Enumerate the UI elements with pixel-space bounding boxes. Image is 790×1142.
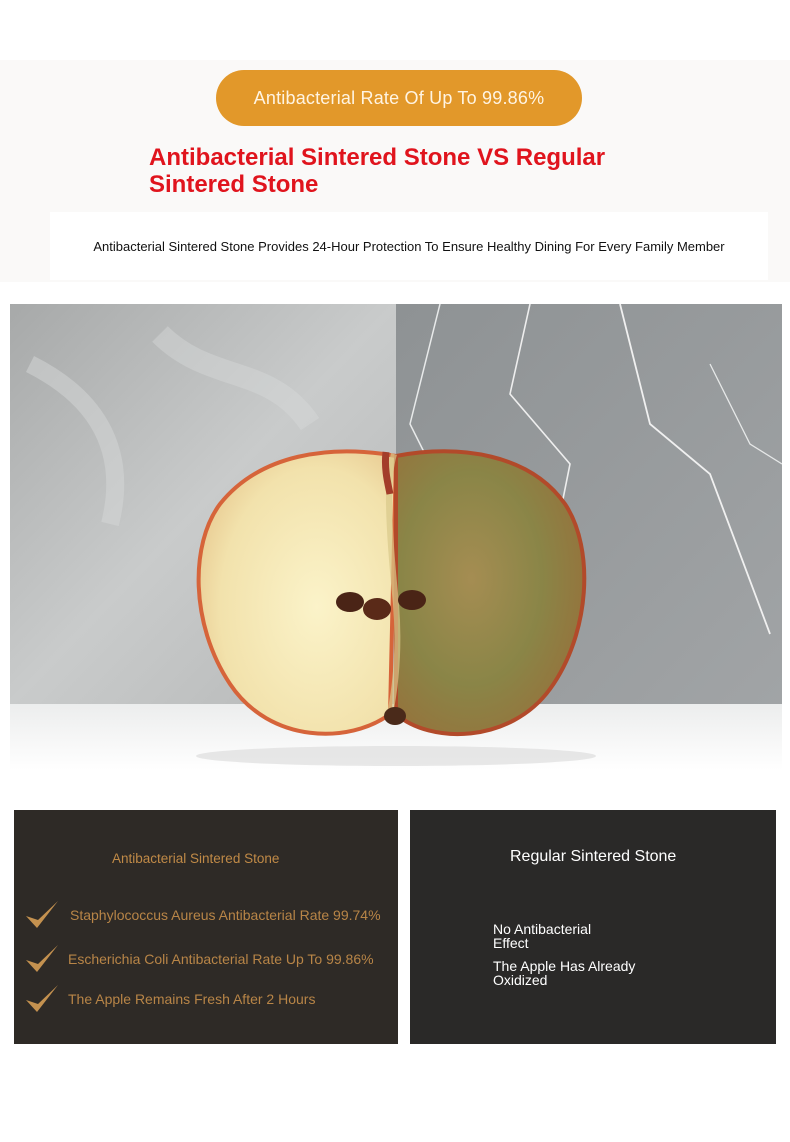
feature-text: The Apple Remains Fresh After 2 Hours — [68, 991, 316, 1007]
regular-heading: Regular Sintered Stone — [510, 848, 677, 865]
rate-badge-label: Antibacterial Rate Of Up To 99.86% — [253, 87, 545, 108]
apple-comparison-photo — [10, 304, 782, 770]
feature-item — [24, 942, 404, 976]
checkmark-icon — [24, 942, 60, 976]
regular-panel — [410, 810, 776, 1044]
feature-text: Staphylococcus Aureus Antibacterial Rate 99.74% — [70, 907, 381, 923]
page-title: Antibacterial Sintered Stone VS Regular Sintered Stone — [149, 144, 606, 198]
regular-point: No Antibacterial Effect — [493, 921, 592, 951]
rate-badge — [216, 70, 582, 126]
checkmark-icon — [24, 982, 60, 1016]
subtitle-box — [50, 212, 768, 280]
feature-item — [24, 982, 404, 1016]
feature-item — [24, 898, 404, 932]
feature-text: Escherichia Coli Antibacterial Rate Up To 99.86% — [68, 951, 374, 967]
antibacterial-panel — [14, 810, 398, 1044]
subtitle-text: Antibacterial Sintered Stone Provides 24-Hour Protection To Ensure Healthy Dining For Every Family Member — [93, 238, 725, 254]
checkmark-icon — [24, 898, 60, 932]
regular-point: The Apple Has Already Oxidized — [493, 958, 636, 988]
antibacterial-heading: Antibacterial Sintered Stone — [112, 851, 280, 866]
